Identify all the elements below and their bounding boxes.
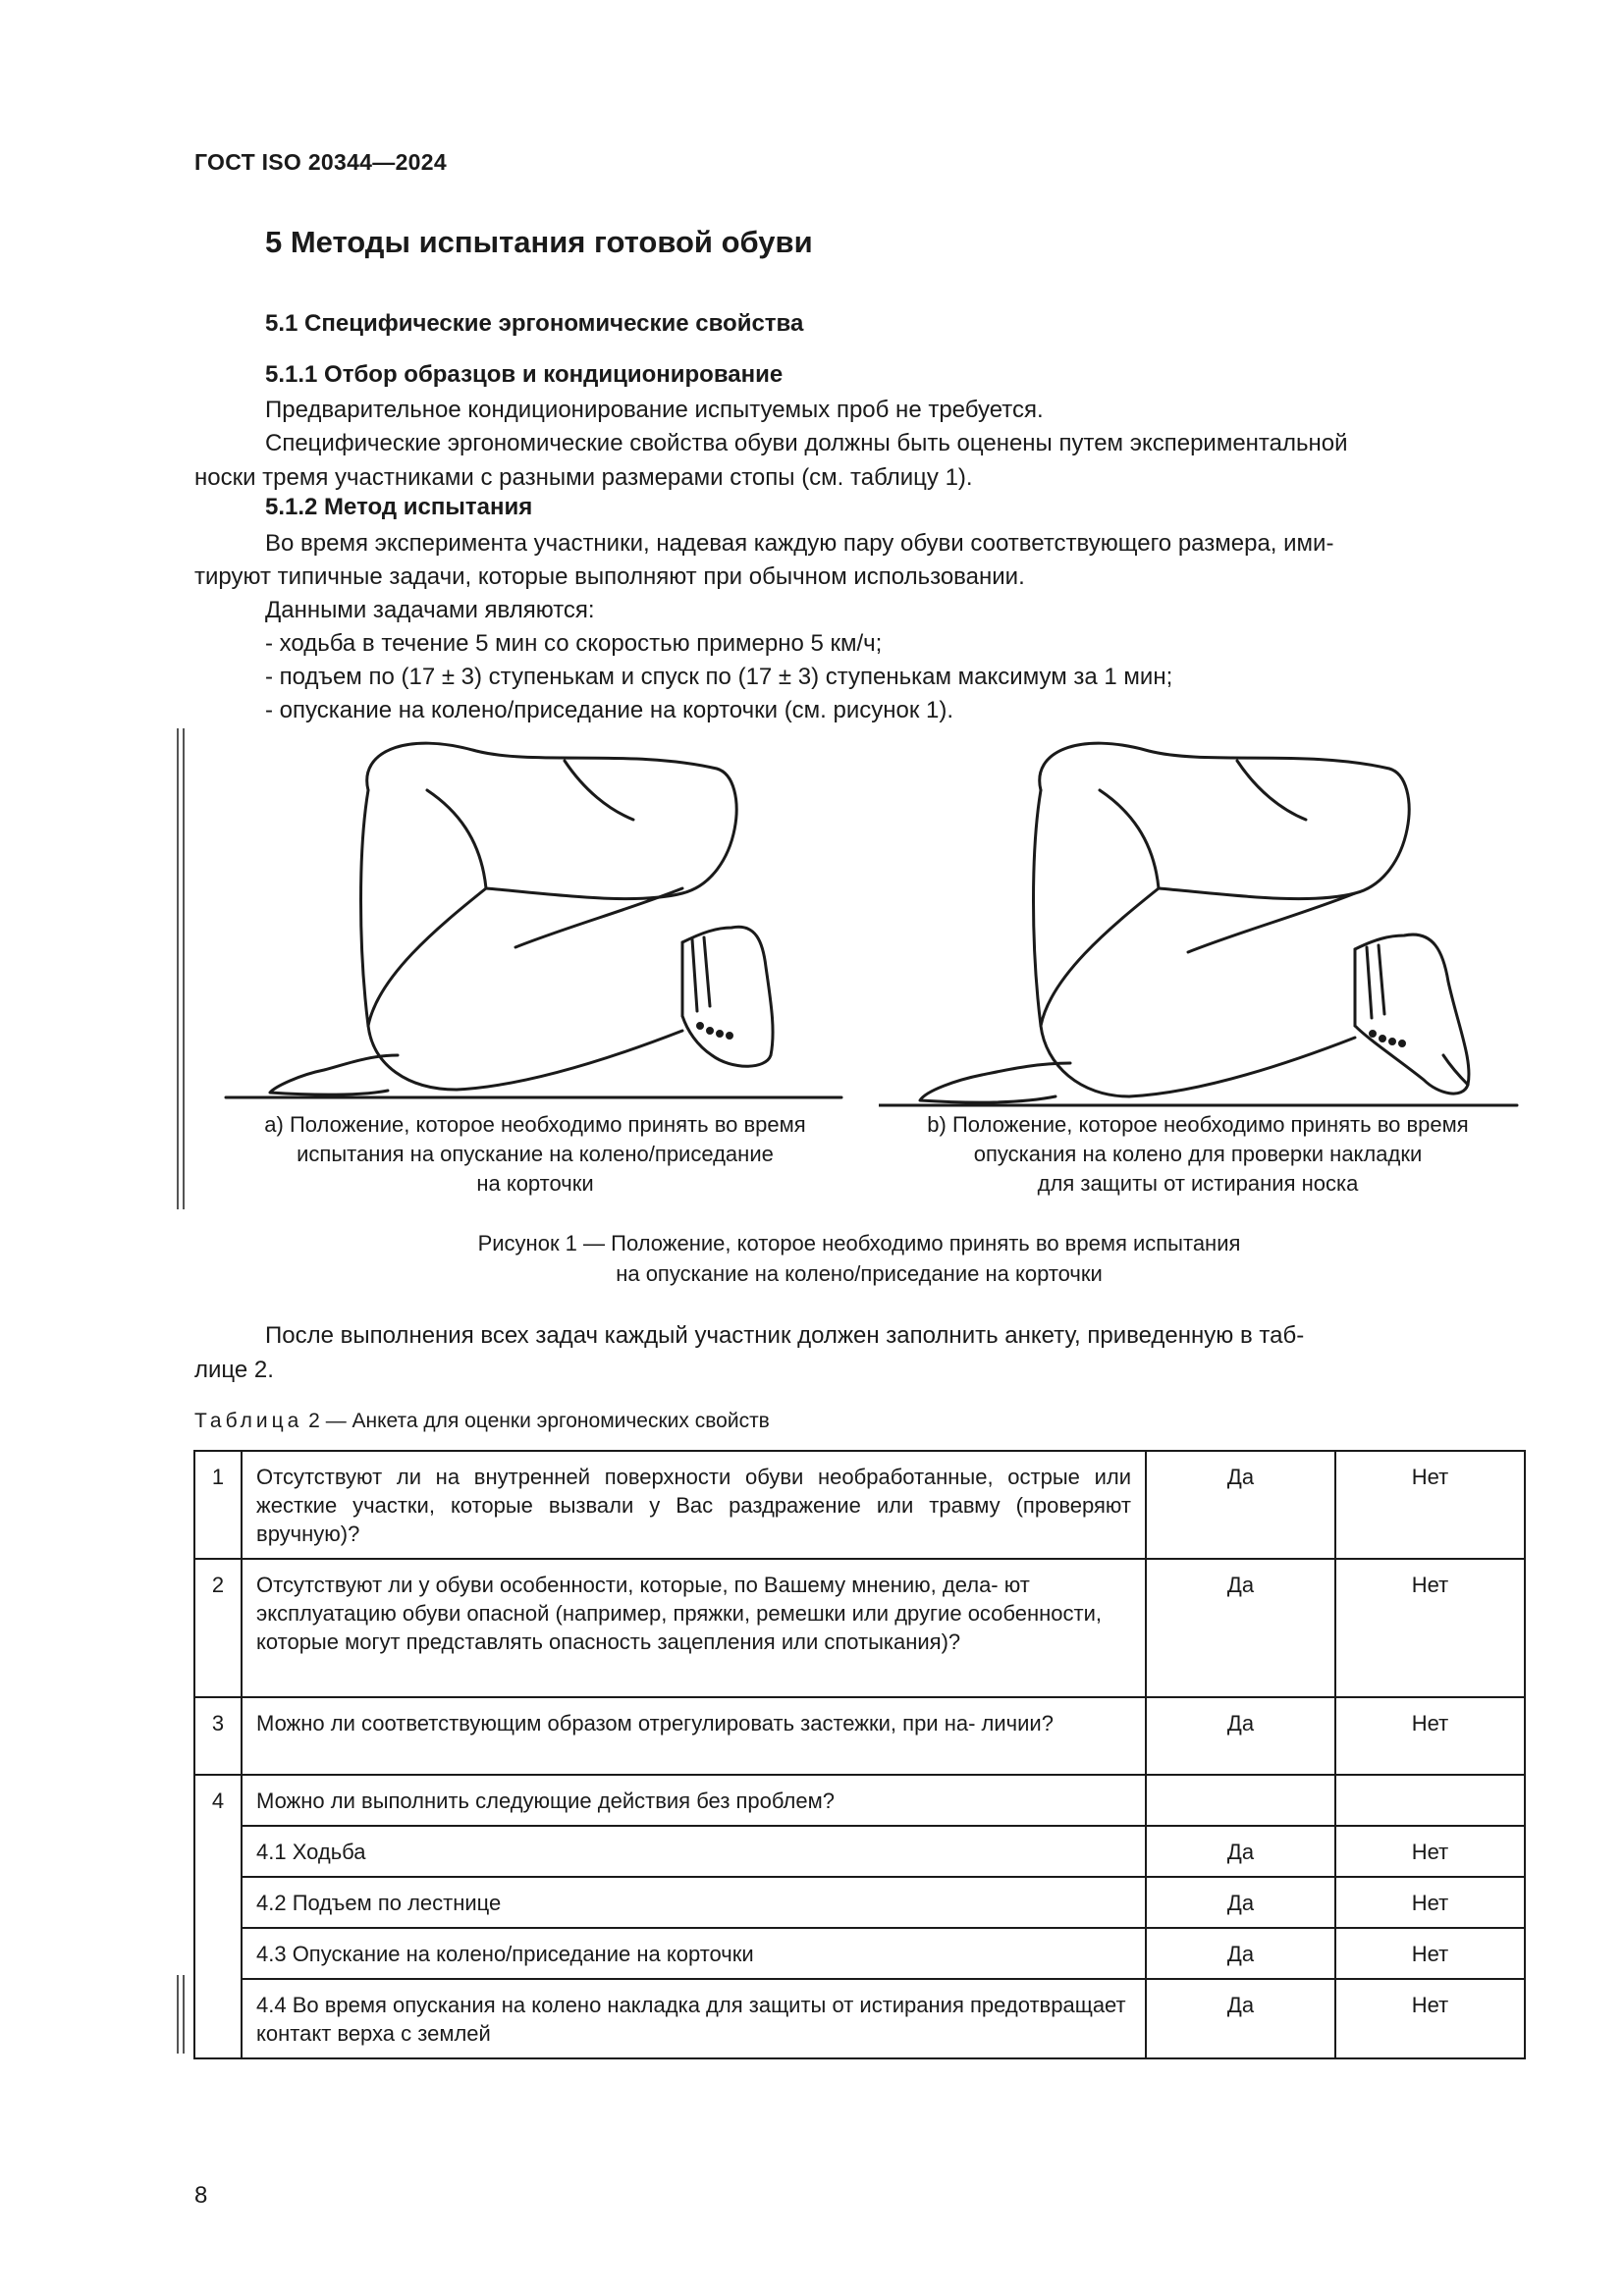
row-number: 1 bbox=[194, 1451, 242, 1559]
paragraph-evaluation-line2: носки тремя участниками с разными размерами стопы (см. таблицу 1). bbox=[194, 464, 973, 491]
answer-no: Нет bbox=[1335, 1451, 1525, 1559]
answer-no: Нет bbox=[1335, 1559, 1525, 1697]
answer-yes: Да bbox=[1146, 1877, 1335, 1928]
paragraph-conditioning: Предварительное кондиционирование испытуемых проб не требуется. bbox=[265, 397, 1044, 423]
figure-title-line: Рисунок 1 — Положение, которое необходимо принять во время испытания bbox=[477, 1231, 1241, 1255]
subsection-title-5-1-1: 5.1.1 Отбор образцов и кондиционирование bbox=[265, 361, 784, 388]
caption-line: опускания на колено для проверки накладки bbox=[973, 1142, 1423, 1166]
question-text: 4.2 Подъем по лестнице bbox=[242, 1877, 1146, 1928]
table-subrow bbox=[194, 1877, 1525, 1928]
figure-caption-a bbox=[211, 1110, 859, 1199]
answer-yes: Да bbox=[1146, 1451, 1335, 1559]
figure-title bbox=[295, 1228, 1424, 1289]
question-text: 4.3 Опускание на колено/приседание на корточки bbox=[242, 1928, 1146, 1979]
answer-yes: Да bbox=[1146, 1928, 1335, 1979]
table-row bbox=[194, 1775, 1525, 1826]
question-text: Отсутствуют ли у обуви особенности, которые, по Вашему мнению, дела- ют эксплуатацию обуви опасной (например, пряжки, ремешки или другие особенности, которые могут представлять опасность зацепления или спотыкания)? bbox=[242, 1559, 1146, 1697]
question-text: Можно ли соответствующим образом отрегулировать застежки, при на- личии? bbox=[242, 1697, 1146, 1775]
row-number: 3 bbox=[194, 1697, 242, 1775]
caption-line: на корточки bbox=[476, 1171, 594, 1196]
table-caption-title: 2 — Анкета для оценки эргономических свойств bbox=[302, 1410, 770, 1432]
answer-yes: Да bbox=[1146, 1697, 1335, 1775]
answer-empty bbox=[1335, 1775, 1525, 1826]
caption-line: испытания на опускание на колено/приседание bbox=[297, 1142, 774, 1166]
answer-yes: Да bbox=[1146, 1826, 1335, 1877]
paragraph-method-line2: тируют типичные задачи, которые выполняют при обычном использовании. bbox=[194, 563, 1025, 590]
question-text: Отсутствуют ли на внутренней поверхности обуви необработанные, острые или жесткие участки, которые вызвали у Вас раздражение или травму (проверяют вручную)? bbox=[242, 1451, 1146, 1559]
table-row bbox=[194, 1451, 1525, 1559]
caption-line: b) Положение, которое необходимо принять во время bbox=[927, 1112, 1469, 1137]
paragraph-questionnaire-line1: После выполнения всех задач каждый участник должен заполнить анкету, приведенную в таб- bbox=[265, 1322, 1305, 1349]
question-text: 4.1 Ходьба bbox=[242, 1826, 1146, 1877]
kneeling-figure-b bbox=[879, 731, 1527, 1109]
revision-bar bbox=[183, 728, 185, 1209]
revision-bar bbox=[177, 728, 179, 1209]
revision-bar bbox=[177, 1975, 179, 2054]
list-item: - ходьба в течение 5 мин со скоростью примерно 5 км/ч; bbox=[265, 630, 883, 657]
figure-caption-b bbox=[864, 1110, 1532, 1199]
answer-no: Нет bbox=[1335, 1826, 1525, 1877]
list-item: - подъем по (17 ± 3) ступенькам и спуск по (17 ± 3) ступенькам максимум за 1 мин; bbox=[265, 664, 1173, 690]
list-item: - опускание на колено/приседание на корточки (см. рисунок 1). bbox=[265, 697, 954, 723]
row-number: 2 bbox=[194, 1559, 242, 1697]
paragraph-tasks-intro: Данными задачами являются: bbox=[265, 597, 595, 623]
table-subrow bbox=[194, 1826, 1525, 1877]
paragraph-questionnaire-line2: лице 2. bbox=[194, 1357, 274, 1383]
subsection-title-5-1: 5.1 Специфические эргономические свойства bbox=[265, 310, 804, 337]
table-row bbox=[194, 1559, 1525, 1697]
answer-yes: Да bbox=[1146, 1559, 1335, 1697]
paragraph-method-line1: Во время эксперимента участники, надевая каждую пару обуви соответствующего размера, ими- bbox=[265, 530, 1334, 557]
answer-empty bbox=[1146, 1775, 1335, 1826]
table-subrow bbox=[194, 1928, 1525, 1979]
question-text: Можно ли выполнить следующие действия без проблем? bbox=[242, 1775, 1146, 1826]
answer-yes: Да bbox=[1146, 1979, 1335, 2058]
kneeling-figure-a bbox=[221, 731, 849, 1104]
row-number: 4 bbox=[194, 1775, 242, 2058]
figure-title-line: на опускание на колено/приседание на корточки bbox=[616, 1261, 1103, 1286]
caption-line: а) Положение, которое необходимо принять во время bbox=[264, 1112, 806, 1137]
paragraph-evaluation-line1: Специфические эргономические свойства обуви должны быть оценены путем экспериментальной bbox=[265, 430, 1348, 456]
page-number: 8 bbox=[194, 2182, 208, 2209]
answer-no: Нет bbox=[1335, 1979, 1525, 2058]
table-caption bbox=[194, 1410, 770, 1433]
revision-bar bbox=[183, 1975, 185, 2054]
caption-line: для защиты от истирания носка bbox=[1037, 1171, 1359, 1196]
table-row bbox=[194, 1697, 1525, 1775]
table-caption-label: Таблица bbox=[194, 1410, 303, 1432]
table-subrow bbox=[194, 1979, 1525, 2058]
document-header: ГОСТ ISO 20344—2024 bbox=[194, 149, 447, 175]
answer-no: Нет bbox=[1335, 1928, 1525, 1979]
question-text: 4.4 Во время опускания на колено накладка для защиты от истирания предотвращает контакт верха с землей bbox=[242, 1979, 1146, 2058]
answer-no: Нет bbox=[1335, 1877, 1525, 1928]
section-title: 5 Методы испытания готовой обуви bbox=[265, 225, 813, 259]
answer-no: Нет bbox=[1335, 1697, 1525, 1775]
subsection-title-5-1-2: 5.1.2 Метод испытания bbox=[265, 494, 533, 520]
ergonomics-questionnaire-table bbox=[193, 1450, 1526, 2059]
